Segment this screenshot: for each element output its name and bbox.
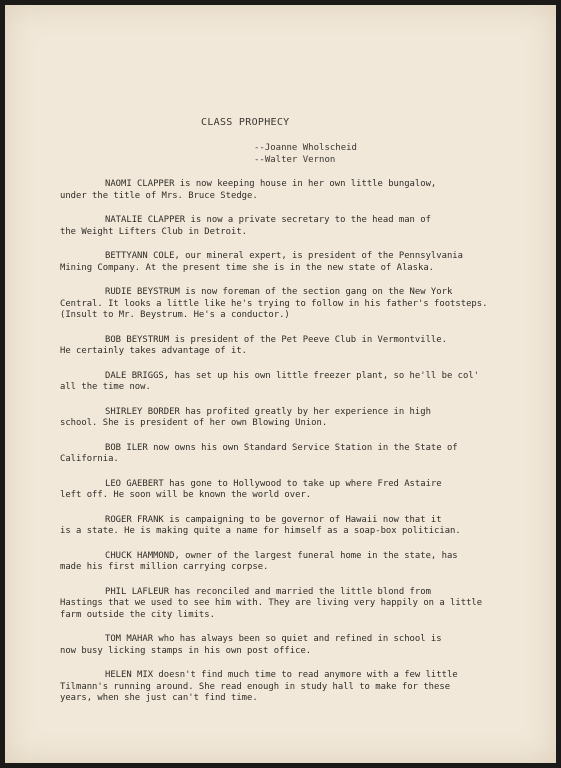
prophecy-paragraph	[60, 407, 540, 430]
prophecy-paragraph	[60, 587, 540, 622]
prophecy-paragraph	[60, 479, 540, 502]
prophecy-paragraph	[60, 215, 540, 238]
prophecy-paragraphs	[60, 179, 540, 718]
prophecy-paragraph	[60, 670, 540, 705]
paragraph-line: BOB ILER now owns his own Standard Service Station in the State of	[105, 442, 458, 453]
prophecy-paragraph	[60, 551, 540, 574]
paragraph-line: BOB BEYSTRUM is president of the Pet Peeve Club in Vermontville.	[105, 334, 447, 345]
paragraph-line: under the title of Mrs. Bruce Stedge.	[60, 190, 258, 201]
paragraph-line: school. She is president of her own Blowing Union.	[60, 418, 328, 428]
document-title: CLASS PROPHECY	[201, 117, 290, 128]
prophecy-paragraph	[60, 371, 540, 394]
paragraph-line: farm outside the city limits.	[60, 609, 215, 620]
paragraph-line: PHIL LAFLEUR has reconciled and married the little blond from	[105, 586, 431, 597]
prophecy-paragraph	[60, 634, 540, 657]
paragraph-line: RUDIE BEYSTRUM is now foreman of the section gang on the New York	[105, 287, 453, 297]
paragraph-line: California.	[60, 454, 119, 464]
paragraph-line: NATALIE CLAPPER is now a private secretary to the head man of	[105, 215, 431, 225]
paragraph-line: SHIRLEY BORDER has profited greatly by her experience in high	[105, 406, 431, 417]
prophecy-paragraph	[60, 251, 540, 274]
author-line: --Walter Vernon	[254, 155, 336, 165]
paragraph-line: Central. It looks a little like he's trying to follow in his father's footsteps.	[60, 298, 488, 309]
prophecy-paragraph	[60, 179, 540, 202]
authors-block	[254, 142, 357, 166]
paragraph-line: is a state. He is making quite a name for himself as a soap-box politician.	[60, 526, 461, 536]
paragraph-line: Hastings that we used to see him with. They are living very happily on a little	[60, 598, 483, 608]
paragraph-line: ROGER FRANK is campaigning to be governor of Hawaii now that it	[105, 514, 442, 525]
prophecy-paragraph	[60, 515, 540, 538]
paragraph-line: (Insult to Mr. Beystrum. He's a conductor.)	[60, 310, 290, 320]
paragraph-line: made his first million carrying corpse.	[60, 562, 269, 572]
paragraph-line: HELEN MIX doesn't find much time to read anymore with a few little	[105, 670, 458, 680]
document-page	[5, 5, 556, 763]
paragraph-line: Mining Company. At the present time she is in the new state of Alaska.	[60, 262, 435, 273]
prophecy-paragraph	[60, 287, 540, 322]
paragraph-line: NAOMI CLAPPER is now keeping house in her own little bungalow,	[105, 179, 437, 189]
paragraph-line: He certainly takes advantage of it.	[60, 346, 248, 356]
author-line: --Joanne Wholscheid	[254, 143, 357, 153]
paragraph-line: years, when she just can't find time.	[60, 693, 258, 703]
paragraph-line: Tilmann's running around. She read enough in study hall to make for these	[60, 681, 451, 692]
paragraph-line: all the time now.	[60, 382, 151, 392]
paragraph-line: DALE BRIGGS, has set up his own little freezer plant, so he'll be col'	[105, 370, 480, 381]
paragraph-line: LEO GAEBERT has gone to Hollywood to take up where Fred Astaire	[105, 478, 442, 489]
prophecy-paragraph	[60, 443, 540, 466]
paragraph-line: left off. He soon will be known the world over.	[60, 490, 312, 500]
paragraph-line: the Weight Lifters Club in Detroit.	[60, 226, 248, 237]
paragraph-line: CHUCK HAMMOND, owner of the largest funeral home in the state, has	[105, 550, 458, 561]
paragraph-line: TOM MAHAR who has always been so quiet and refined in school is	[105, 634, 442, 644]
paragraph-line: BETTYANN COLE, our mineral expert, is president of the Pennsylvania	[105, 251, 463, 261]
prophecy-paragraph	[60, 335, 540, 358]
paragraph-line: now busy licking stamps in his own post office.	[60, 645, 312, 656]
